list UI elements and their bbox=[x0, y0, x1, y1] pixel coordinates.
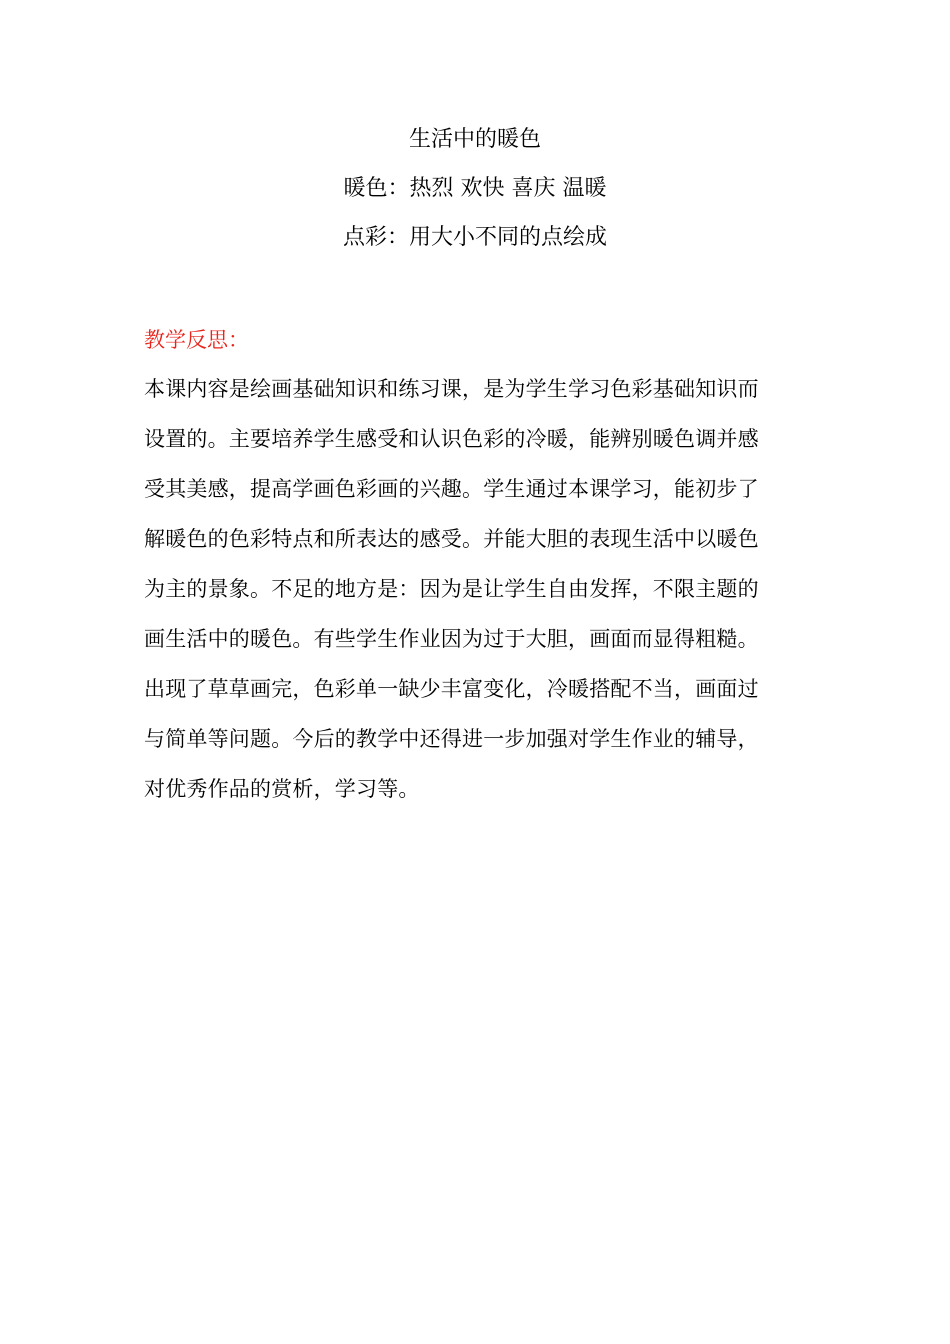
body-line: 受其美感，提高学画色彩画的兴趣。学生通过本课学习，能初步了 bbox=[144, 477, 759, 501]
reflection-heading: 教学反思： bbox=[144, 328, 249, 352]
body-line: 对优秀作品的赏析，学习等。 bbox=[144, 777, 420, 801]
warm-colors-line: 暖色：热烈 欢快 喜庆 温暖 bbox=[343, 176, 607, 201]
body-line: 画生活中的暖色。有些学生作业因为过于大胆，画面而显得粗糙。 bbox=[144, 627, 759, 651]
body-line: 与简单等问题。今后的教学中还得进一步加强对学生作业的辅导， bbox=[144, 727, 759, 751]
body-line: 解暖色的色彩特点和所表达的感受。并能大胆的表现生活中以暖色 bbox=[144, 527, 759, 551]
body-line: 设置的。主要培养学生感受和认识色彩的冷暖，能辨别暖色调并感 bbox=[144, 427, 759, 451]
reflection-body bbox=[144, 374, 814, 824]
document-title: 生活中的暖色 bbox=[408, 127, 541, 152]
body-line: 本课内容是绘画基础知识和练习课，是为学生学习色彩基础知识而 bbox=[144, 377, 759, 401]
pointillism-line: 点彩：用大小不同的点绘成 bbox=[342, 225, 607, 250]
body-line: 为主的景象。不足的地方是：因为是让学生自由发挥，不限主题的 bbox=[144, 577, 759, 601]
body-line: 出现了草草画完，色彩单一缺少丰富变化，冷暖搭配不当，画面过 bbox=[144, 677, 759, 701]
